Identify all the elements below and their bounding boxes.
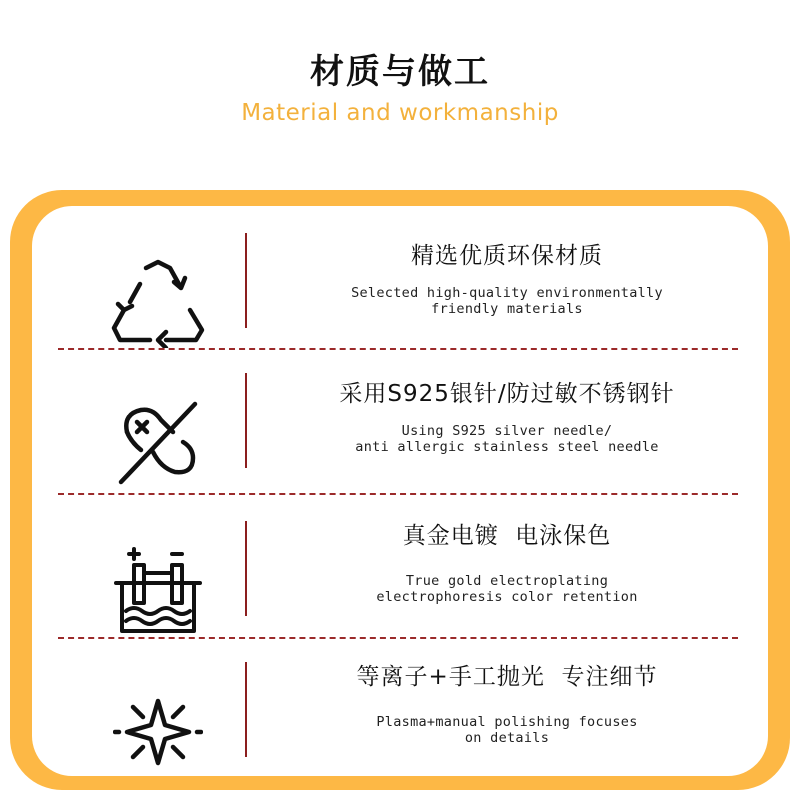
dashed-separator [58, 637, 738, 639]
feature-description: Plasma+manual polishing focuses on details [376, 714, 638, 746]
feature-row-plating [32, 521, 768, 661]
row-divider-line [245, 521, 247, 616]
row-divider-line [245, 233, 247, 328]
feature-title: 真金电镀 电泳保色 [402, 523, 612, 549]
dashed-separator [58, 493, 738, 495]
feature-title: 采用S925银针/防过敏不锈钢针 [339, 381, 675, 407]
page-title: 材质与做工 [310, 52, 490, 92]
anti-allergy-icon [108, 398, 208, 488]
recycle-icon [108, 258, 208, 348]
feature-description: True gold electroplating electrophoresis color retention [376, 573, 638, 605]
feature-card [32, 206, 768, 776]
feature-row-polishing [32, 662, 768, 802]
feature-title: 等离子+手工抛光 专注细节 [356, 664, 658, 690]
row-divider-line [245, 662, 247, 757]
electroplating-bath-icon [108, 546, 208, 636]
feature-description: Selected high-quality environmentally friendly materials [351, 285, 663, 317]
feature-description: Using S925 silver needle/ anti allergic stainless steel needle [355, 423, 659, 455]
feature-row-materials [32, 233, 768, 373]
dashed-separator [58, 348, 738, 350]
page-subtitle: Material and workmanship [241, 100, 559, 126]
feature-title: 精选优质环保材质 [411, 243, 603, 269]
sparkle-icon [108, 687, 208, 777]
row-divider-line [245, 373, 247, 468]
feature-row-needle [32, 373, 768, 513]
